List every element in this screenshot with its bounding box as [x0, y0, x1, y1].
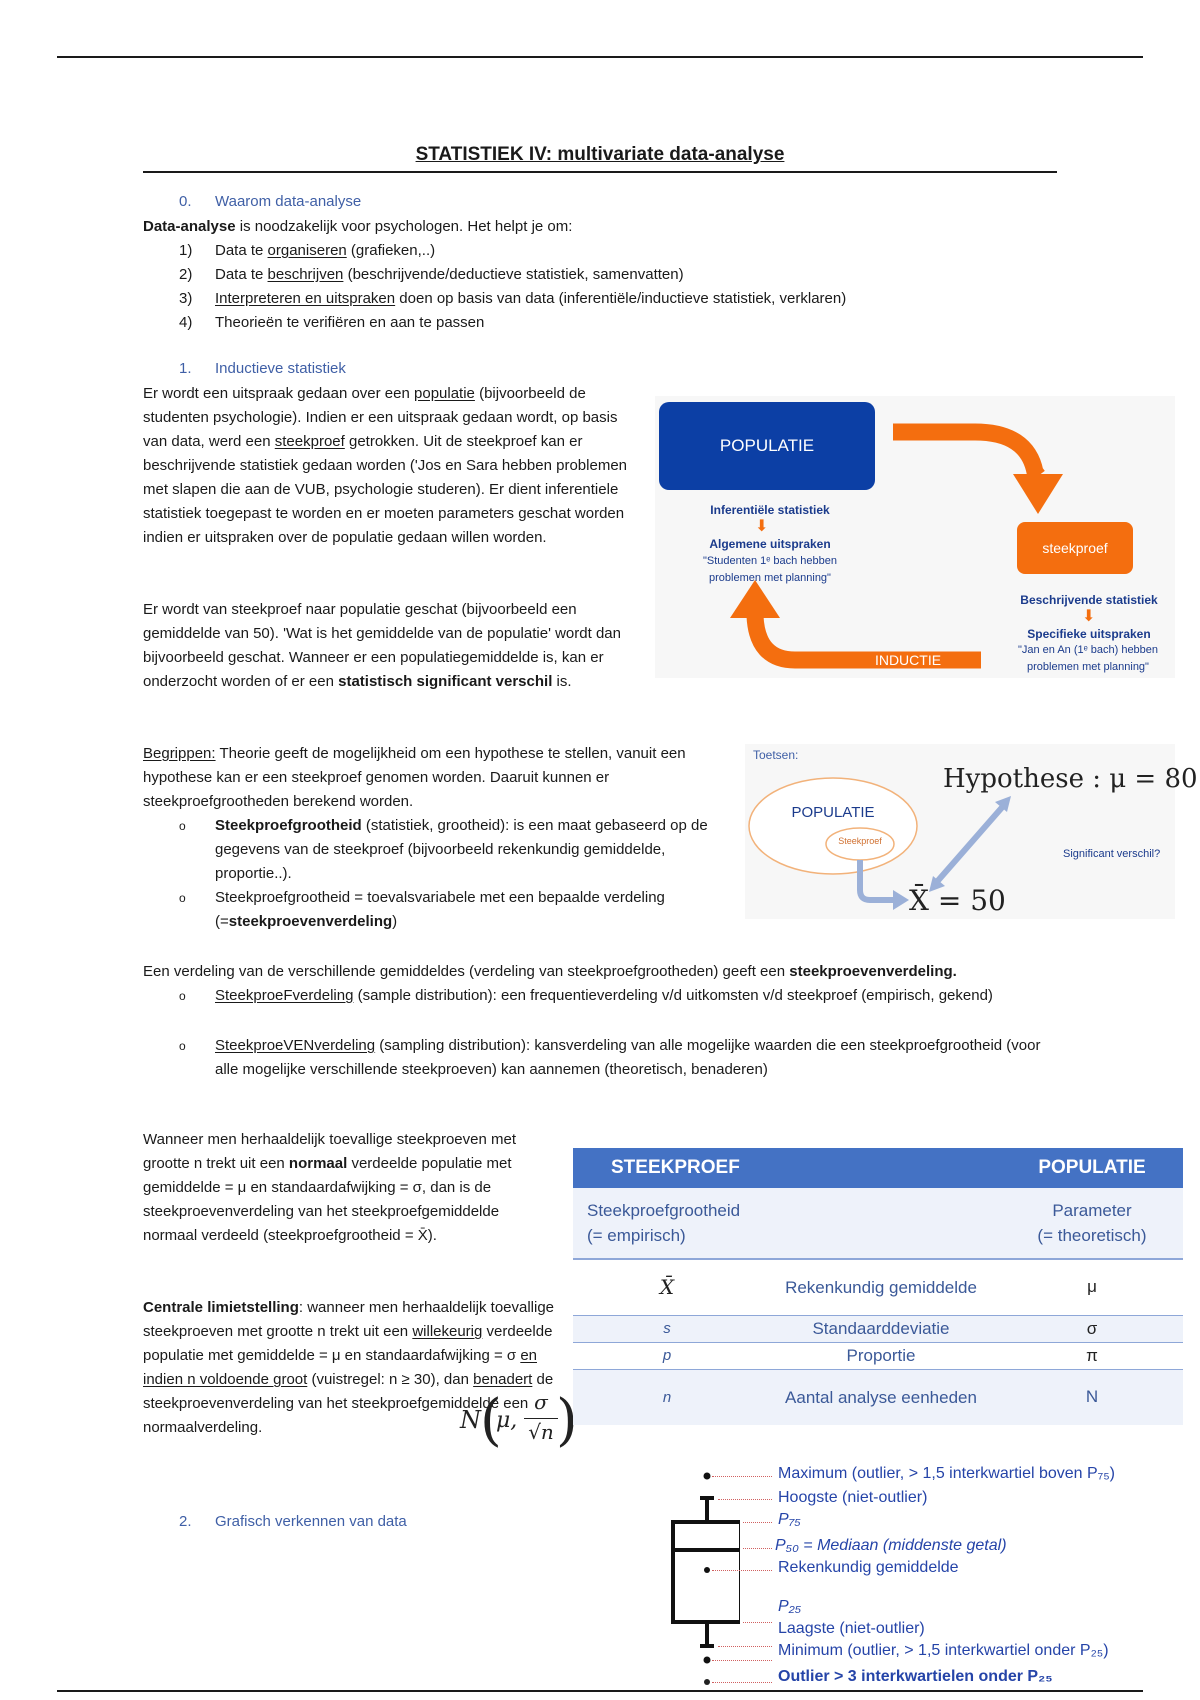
xbar-label: X̄ = 50: [909, 884, 1006, 917]
cell-symbol: p: [573, 1342, 761, 1369]
cell-meaning: Rekenkundig gemiddelde: [761, 1259, 1001, 1315]
header-steekproef: STEEKPROEF: [573, 1148, 1001, 1188]
arrow-to-steekproef: [893, 432, 1038, 476]
text: (bijvoorbeeld de studenten psychologie). Indien er een uitspraak gedaan wordt, op basis van data, werd een: [143, 385, 618, 450]
boxplot-label-maximum: Maximum (outlier, > 1,5 interkwartiel boven P₇₅): [778, 1465, 1115, 1482]
inferentiele-label: Inferentiële statistiek: [710, 503, 830, 517]
text: Wanneer men herhaaldelijk toevallige steekproeven met grootte n trekt uit een: [143, 1131, 516, 1172]
page-title: STATISTIEK IV: multivariate data-analyse: [415, 144, 785, 165]
text: verdeelde populatie met gemiddelde = μ en standaardafwijking = σ, dan is de steekproevenverdeling van het steekproefgemiddelde normaal verdeeld (steekproefgrootheid = X̄).: [143, 1155, 512, 1244]
table-row: [573, 1259, 1183, 1315]
cell-symbol: s: [573, 1315, 761, 1342]
section1-paragraph-1: [143, 382, 643, 550]
mean-dot: [704, 1567, 710, 1573]
text: (vuistregel: n ≥ 30), dan: [307, 1371, 474, 1388]
inductie-label: INDUCTIE: [874, 652, 942, 668]
text: (statistiek, grootheid): is een maat gebaseerd op de gegevens van de steekproef (bijvoorbeeld rekenkundig gemiddelde, proportie..).: [215, 817, 708, 882]
text: (sampling distribution): kansverdeling van alle mogelijke waarden die een steekproefgrootheid (voor alle mogelijke verschillende steekproeven) kan aannemen (theoretisch, benaderen): [215, 1037, 1041, 1078]
section0-intro: [143, 215, 1063, 239]
bold-term: Centrale limietstelling: [143, 1299, 299, 1316]
steekproef-label: Steekproef: [838, 836, 882, 846]
steekproef-box: steekproef: [1017, 522, 1133, 574]
clt-formula: [460, 1384, 578, 1460]
list-text: Data te: [215, 266, 268, 283]
text: Er wordt van steekproef naar populatie geschat (bijvoorbeeld een gemiddelde van 50). 'Wat is het gemiddelde van de populatie' wordt dan bijvoorbeeld geschat. Wanneer er een populatiegemiddelde is, kan er onderzocht worden of er een: [143, 601, 621, 690]
text: : wanneer men herhaaldelijk toevallige steekproeven met grootte n trekt uit een: [143, 1299, 555, 1340]
leader-line: [743, 1622, 772, 1623]
subheader-steekproef: Steekproefgrootheid (= empirisch): [573, 1188, 1001, 1259]
list-underline: Interpreteren en uitspraken: [215, 290, 396, 307]
significant-label: Significant verschil?: [1063, 848, 1161, 860]
formula-fraction-bar: [524, 1418, 558, 1419]
algemene-label: Algemene uitspraken: [709, 537, 831, 551]
text: ): [392, 913, 398, 930]
underline-steekproef: steekproef: [274, 433, 345, 450]
induction-diagram: [655, 396, 1175, 678]
list-underline: organiseren: [267, 242, 347, 259]
section2-number: 2.: [179, 1513, 192, 1530]
title-rule: [143, 171, 1057, 173]
list-number: 3): [179, 290, 193, 307]
formula-mu: μ,: [496, 1408, 518, 1433]
boxplot: [660, 1460, 740, 1690]
bold-significant: statistisch significant verschil: [338, 673, 553, 690]
outlier-min-dot: [704, 1657, 711, 1664]
formula-n: N: [460, 1406, 481, 1434]
formula-lparen: (: [480, 1388, 502, 1453]
table-row: [573, 1315, 1183, 1342]
section2-heading: [179, 1513, 407, 1530]
populatie-label: POPULATIE: [791, 804, 875, 821]
double-arrow-line: [935, 804, 1005, 884]
formula-sigma: σ: [534, 1390, 548, 1414]
underline-term: en indien n voldoende groot: [143, 1347, 537, 1388]
text: verdeelde populatie met gemiddelde = μ en standaardafwijking = σ: [143, 1323, 553, 1364]
underline-term: SteekproeFverdeling: [215, 987, 354, 1004]
list-text: (beschrijvende/deductieve statistiek, samenvatten): [343, 266, 684, 283]
bullet-icon: o: [179, 1039, 186, 1053]
intro-bold: Data-analyse: [143, 218, 236, 235]
specifieke-label: Specifieke uitspraken: [1027, 627, 1151, 641]
boxplot-label-laagste: Laagste (niet-outlier): [778, 1620, 925, 1637]
begrippen-paragraph: [143, 742, 723, 814]
list-text: doen op basis van data (inferentiële/inductieve statistiek, verklaren): [395, 290, 847, 307]
text: Een verdeling van de verschillende gemiddeldes (verdeling van steekproefgrootheden) geeft een: [143, 963, 790, 980]
list-number: 2): [179, 266, 193, 283]
boxplot-label-minimum: Minimum (outlier, > 1,5 interkwartiel onder P₂₅): [778, 1642, 1109, 1659]
boxplot-label-median: P₅₀ = Mediaan (middenste getal): [775, 1537, 1007, 1554]
cell-symbol: n: [573, 1369, 761, 1425]
populatie-box: POPULATIE: [659, 402, 875, 490]
text: Steekproefgrootheid = toevalsvariabele met een bepaalde verdeling (=: [215, 889, 665, 930]
table-row: [573, 1369, 1183, 1425]
table-row: [573, 1342, 1183, 1369]
formula-sqrtn: √n: [528, 1420, 554, 1444]
list-text: Data te: [215, 242, 268, 259]
bold-term: Steekproefgrootheid: [215, 817, 362, 834]
list-text: Theorieën te verifiëren en aan te passen: [215, 314, 485, 331]
subheader-populatie: Parameter (= theoretisch): [1001, 1188, 1183, 1259]
text: is.: [552, 673, 572, 690]
header-populatie: POPULATIE: [1001, 1148, 1183, 1188]
leader-line: [712, 1570, 772, 1571]
leader-line: [718, 1646, 772, 1647]
leader-line: [712, 1476, 772, 1477]
bullet-icon: o: [179, 819, 186, 833]
bullet-icon: o: [179, 891, 186, 905]
text: Theorie geeft de mogelijkheid om een hypothese te stellen, vanuit een hypothese kan er een steekproef genomen worden. Daaruit kunnen er steekproefgrootheden berekend worden.: [143, 745, 686, 810]
page-top-rule: [57, 56, 1143, 58]
underline-populatie: populatie: [414, 385, 475, 402]
arrow-head-down: [1013, 474, 1063, 514]
list-text: (grafieken,..): [346, 242, 436, 259]
down-arrow-icon: ⬇: [755, 518, 769, 535]
formula-rparen: ): [556, 1388, 578, 1453]
steekproef-populatie-table: [573, 1148, 1183, 1425]
section1-paragraph-2: [143, 598, 643, 694]
cell-parameter: N: [1001, 1369, 1183, 1425]
cell-meaning: Standaarddeviatie: [761, 1315, 1001, 1342]
leader-line: [712, 1682, 772, 1683]
beschrijvende-label: Beschrijvende statistiek: [1020, 593, 1158, 607]
leader-line: [743, 1522, 772, 1523]
underline-term: SteekproeVENverdeling: [215, 1037, 376, 1054]
table-subheader-row: [573, 1188, 1183, 1259]
cell-parameter: π: [1001, 1342, 1183, 1369]
section0-number: 0.: [179, 193, 192, 210]
text: getrokken. Uit de steekproef kan er beschrijvende statistiek gedaan worden ('Jos en Sara hebben problemen met slapen die aan de VUB, psychologie studeren). Er dient inferentiele statistiek toegepast te worden en er moeten parameters geschat worden indien er uitspraken over de populatie gedaan willen worden.: [143, 433, 627, 546]
down-arrow-icon: ⬇: [1082, 608, 1096, 625]
section0-heading: [179, 193, 361, 210]
boxplot-label-p25: P₂₅: [778, 1598, 802, 1615]
bold-term: normaal: [288, 1155, 348, 1172]
verdeling-paragraph: [143, 960, 1103, 984]
section1-number: 1.: [179, 360, 192, 377]
underline-term: benadert: [473, 1371, 533, 1388]
section0-title: Waarom data-analyse: [215, 193, 362, 210]
toetsen-diagram: [745, 744, 1198, 919]
text: de steekproevenverdeling van het steekproefgemiddelde een normaalverdeling.: [143, 1371, 554, 1436]
table-header-row: [573, 1148, 1183, 1188]
section1-title: Inductieve statistiek: [215, 360, 346, 377]
begrippen-label: Begrippen:: [143, 745, 216, 762]
outlier-max-dot: [704, 1473, 711, 1480]
cell-parameter: σ: [1001, 1315, 1183, 1342]
cell-meaning: Proportie: [761, 1342, 1001, 1369]
bold-term: steekproevenverdeling: [228, 913, 393, 930]
text: (sample distribution): een frequentieverdeling v/d uitkomsten v/d steekproef (empirisch, gekend): [353, 987, 993, 1004]
list-number: 1): [179, 242, 193, 259]
bullet-icon: o: [179, 989, 186, 1003]
cell-meaning: Aantal analyse eenheden: [761, 1369, 1001, 1425]
leader-line: [718, 1499, 772, 1500]
list-underline: beschrijven: [267, 266, 344, 283]
bold-term: steekproevenverdeling.: [789, 963, 957, 980]
boxplot-label-mean: Rekenkundig gemiddelde: [778, 1559, 959, 1576]
boxplot-label-p75: P₇₅: [778, 1511, 801, 1528]
text: Er wordt een uitspraak gedaan over een: [143, 385, 415, 402]
section2-title: Grafisch verkennen van data: [215, 1513, 407, 1530]
boxplot-label-extreme-outlier: Outlier > 3 interkwartielen onder P₂₅: [778, 1668, 1053, 1685]
intro-rest: is noodzakelijk voor psychologen. Het helpt je om:: [235, 218, 573, 235]
underline-term: willekeurig: [412, 1323, 483, 1340]
section1-heading: [179, 360, 346, 377]
outlier-extreme-dot: [704, 1679, 710, 1685]
cell-symbol: X̄: [573, 1259, 761, 1315]
algemene-quote: "Studenten 1ᵉ bach hebben problemen met planning": [703, 555, 837, 584]
leader-line: [743, 1548, 772, 1549]
page-bottom-rule: [57, 1690, 1143, 1692]
populatie-ellipse: [749, 778, 917, 874]
list-number: 4): [179, 314, 193, 331]
normaal-paragraph: [143, 1128, 553, 1248]
leader-line: [712, 1660, 772, 1661]
toetsen-label: Toetsen:: [753, 748, 799, 762]
hypothese-label: Hypothese : μ = 80: [943, 764, 1198, 794]
arrow-head-right: [893, 890, 909, 910]
cell-parameter: μ: [1001, 1259, 1183, 1315]
boxplot-label-hoogste: Hoogste (niet-outlier): [778, 1489, 928, 1506]
specifieke-quote: "Jan en An (1ᵉ bach) hebben problemen met planning": [1017, 644, 1159, 673]
